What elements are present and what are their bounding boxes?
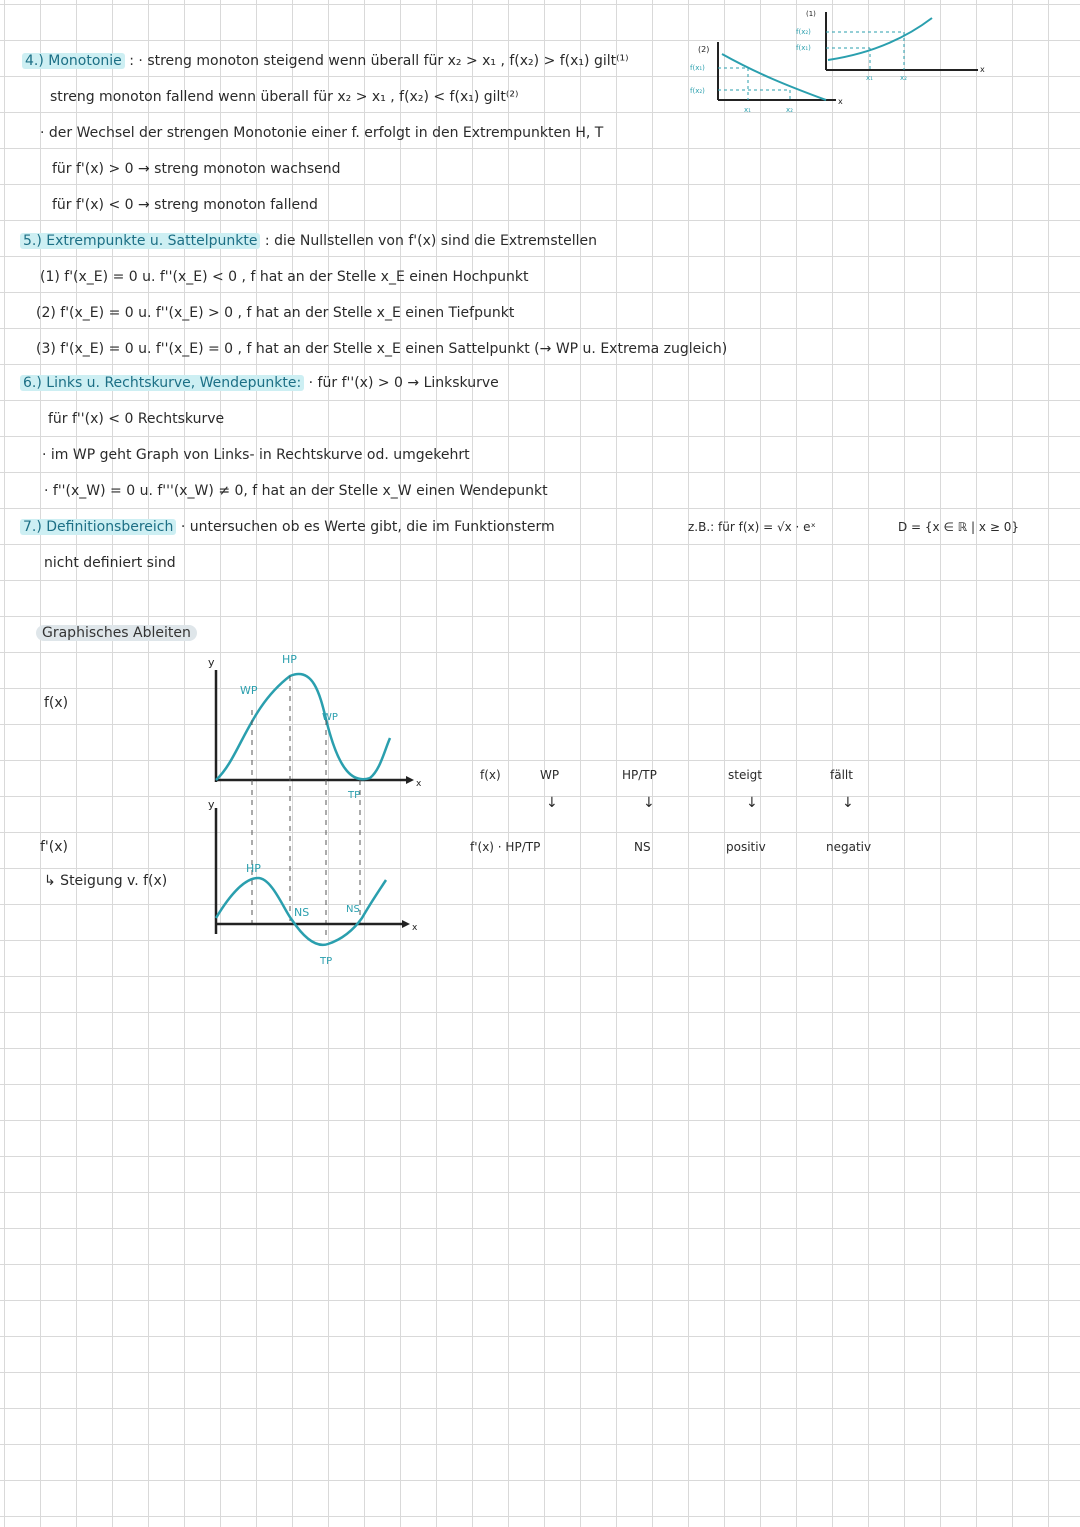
kruemmung-heading: 6.) Links u. Rechtskurve, Wendepunkte: [20,375,304,391]
monotonie-line1 [22,52,629,70]
label-wp1: WP [240,684,258,697]
definition-domain: D = {x ∈ ℝ | x ≥ 0} [898,520,1019,534]
sketch1-fx1: f(x₁) [796,44,811,52]
sketch2-label: (2) [698,45,710,54]
table-r2-c1: f'(x) · HP/TP [470,840,541,854]
label-ns1: NS [294,906,310,919]
sketch1-x: x [980,65,985,74]
sketch1-curve [828,18,932,60]
arrow-4: ↓ [842,795,854,811]
label-tp2: TP [320,956,333,967]
extrempunkte-line [20,232,597,250]
fx-y-label: y [208,656,215,669]
table-r2-c2: NS [634,840,651,854]
fpx-sub: ↳ Steigung v. f(x) [44,873,168,889]
extrempunkte-case2: (2) f'(x_E) = 0 u. f''(x_E) > 0 , f hat an der Stelle x_E einen Tiefpunkt [36,305,515,321]
arrow-2: ↓ [643,795,655,811]
label-wp2: WP [322,712,338,723]
definition-example: z.B.: für f(x) = √x · eˣ [688,520,816,534]
kruemmung-l3: · im WP geht Graph von Links- in Rechtskurve od. umgekehrt [42,447,470,463]
monotonie-line4: für f'(x) > 0 → streng monoton wachsend [52,161,341,177]
definition-text2: nicht definiert sind [44,555,176,571]
table-r2-c3: positiv [726,840,766,854]
fx-label: f(x) [44,695,69,711]
fpx-x-arrow [402,920,410,928]
label-ns2: NS [346,904,360,915]
arrow-3: ↓ [746,795,758,811]
kruemmung-l2: für f''(x) < 0 Rechtskurve [48,411,225,427]
label-hp2: HP [246,862,261,875]
ableiten-heading-wrap [36,624,197,642]
sketch1-x2: x₂ [900,74,907,82]
fx-x-arrow [406,776,414,784]
table-r1-c4: steigt [728,768,762,782]
sketch2-fx2: f(x₂) [690,87,705,95]
table-r2-c4: negativ [826,840,872,854]
table-r1-c1: f(x) [480,768,501,782]
monotonie-text1: : · streng monoton steigend wenn überall für x₂ > x₁ , f(x₂) > f(x₁) gilt⁽¹⁾ [129,53,629,69]
sketch1-fx2: f(x₂) [796,28,811,36]
monotonie-line5: für f'(x) < 0 → streng monoton fallend [52,197,318,213]
label-hp: HP [282,653,297,666]
extrempunkte-case1: (1) f'(x_E) = 0 u. f''(x_E) < 0 , f hat an der Stelle x_E einen Hochpunkt [40,269,529,285]
sketch1-x1: x₁ [866,74,873,82]
monotonie-line2: streng monoton fallend wenn überall für x₂ > x₁ , f(x₂) < f(x₁) gilt⁽²⁾ [50,89,519,105]
definition-heading: 7.) Definitionsbereich [20,519,176,535]
table-r1-c2: WP [540,768,560,782]
sketch2-x1: x₁ [744,106,751,114]
label-tp: TP [348,790,361,801]
definition-text: · untersuchen ob es Werte gibt, die im Funktionsterm [180,519,555,535]
sketch2-x: x [838,97,843,106]
table-r1-c3: HP/TP [622,768,657,782]
extrempunkte-case3: (3) f'(x_E) = 0 u. f''(x_E) = 0 , f hat an der Stelle x_E einen Sattelpunkt (→ WP u. Extrema zugleich) [36,341,728,357]
definition-line1 [20,518,555,536]
monotonie-heading: 4.) Monotonie [22,53,125,69]
extrempunkte-heading: 5.) Extrempunkte u. Sattelpunkte [20,233,260,249]
extrempunkte-intro: : die Nullstellen von f'(x) sind die Extremstellen [264,233,597,249]
kruemmung-line1 [20,374,499,392]
ableiten-graph [200,648,430,973]
sketch1-label: (1) [806,10,816,18]
monotonie-sketch [688,4,988,122]
fx-x-label: x [416,779,422,789]
fpx-x-label: x [412,923,418,933]
fpx-y-label: y [208,798,215,811]
sketch2-x2: x₂ [786,106,793,114]
ableiten-heading: Graphisches Ableiten [36,625,197,641]
kruemmung-l4: · f''(x_W) = 0 u. f'''(x_W) ≠ 0, f hat an der Stelle x_W einen Wendepunkt [44,483,548,499]
fpx-label: f'(x) [40,839,68,855]
sketch2-curve [722,54,826,100]
kruemmung-l1: · für f''(x) > 0 → Linkskurve [308,375,499,391]
monotonie-line3: · der Wechsel der strengen Monotonie einer f. erfolgt in den Extrempunkten H, T [40,125,604,141]
table-r1-c5: fällt [830,768,853,782]
sketch2-fx1: f(x₁) [690,64,705,72]
arrow-1: ↓ [546,795,558,811]
